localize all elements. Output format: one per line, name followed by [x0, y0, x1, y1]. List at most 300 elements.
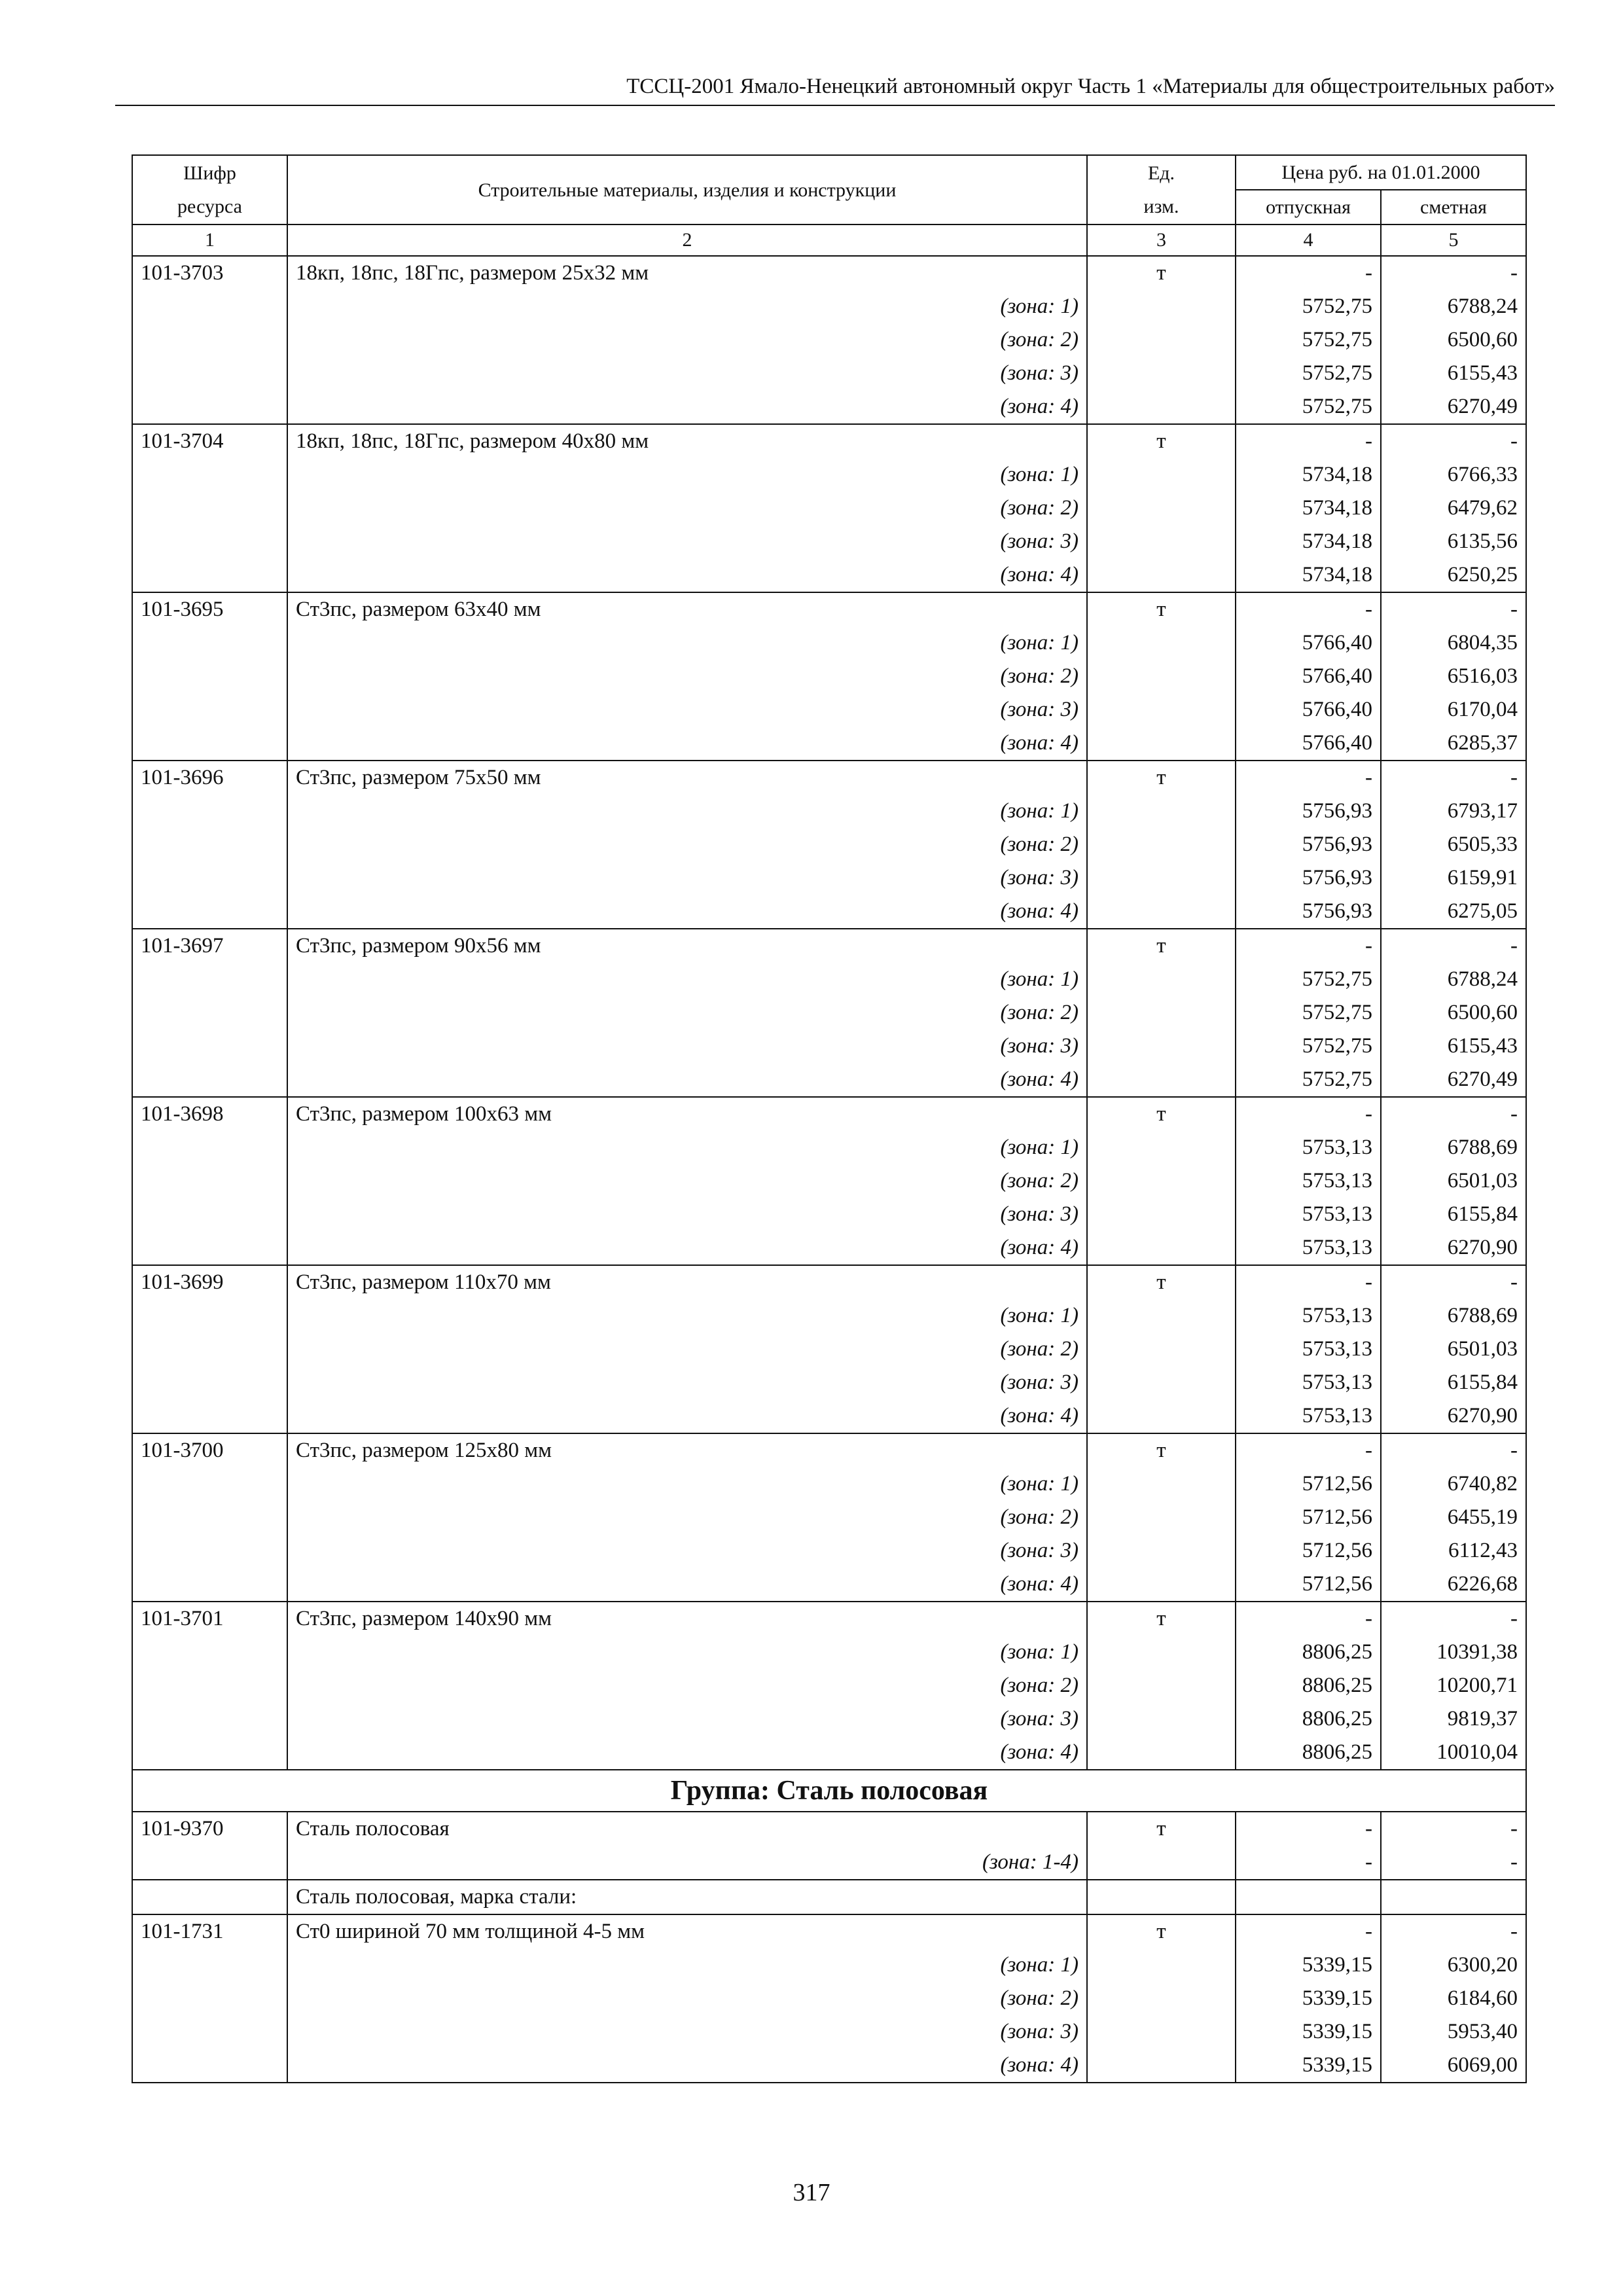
- unit-empty: [1087, 1736, 1236, 1770]
- zone-label: (зона: 4): [287, 390, 1087, 424]
- release-price: 5734,18: [1236, 492, 1381, 525]
- zone-row: [132, 726, 1526, 761]
- item-row: [132, 424, 1526, 458]
- unit-empty: [1087, 963, 1236, 996]
- zone-row: [132, 1299, 1526, 1333]
- unit-cell: т: [1087, 1812, 1236, 1846]
- zone-label: (зона: 3): [287, 693, 1087, 726]
- item-row: [132, 1433, 1526, 1467]
- material-name: Ст3пс, размером 140х90 мм: [287, 1602, 1087, 1636]
- estimate-price: -: [1381, 1846, 1526, 1880]
- col-header-unit: Ед. изм.: [1087, 155, 1236, 224]
- release-price: 5753,13: [1236, 1164, 1381, 1198]
- item-row: [132, 1097, 1526, 1131]
- zone-row: [132, 1736, 1526, 1770]
- estimate-price: 6516,03: [1381, 660, 1526, 693]
- material-name: Ст3пс, размером 75х50 мм: [287, 761, 1087, 795]
- release-price: 5712,56: [1236, 1568, 1381, 1602]
- estimate-price: -: [1381, 1433, 1526, 1467]
- estimate-price: -: [1381, 1097, 1526, 1131]
- unit-empty: [1087, 1231, 1236, 1265]
- zone-label: (зона: 4): [287, 1063, 1087, 1097]
- zone-label: (зона: 4): [287, 895, 1087, 929]
- running-header: ТССЦ-2001 Ямало-Ненецкий автономный округ Часть 1 «Материалы для общестроительных работ»: [626, 75, 1555, 98]
- code-empty: [132, 1299, 287, 1333]
- estimate-price: 6155,43: [1381, 357, 1526, 390]
- release-price: 5766,40: [1236, 626, 1381, 660]
- zone-label: (зона: 3): [287, 1198, 1087, 1231]
- estimate-price: -: [1381, 1812, 1526, 1846]
- zone-row: [132, 1399, 1526, 1433]
- item-row: [132, 592, 1526, 626]
- release-price: 5753,13: [1236, 1333, 1381, 1366]
- unit-empty: [1087, 1467, 1236, 1501]
- code-empty: [132, 626, 287, 660]
- col-header-name: Строительные материалы, изделия и конструкции: [287, 155, 1087, 224]
- release-price: -: [1236, 1097, 1381, 1131]
- zone-label: (зона: 2): [287, 660, 1087, 693]
- release-price: 5753,13: [1236, 1399, 1381, 1433]
- unit-cell: т: [1087, 592, 1236, 626]
- material-name: Ст3пс, размером 63х40 мм: [287, 592, 1087, 626]
- release-price: 5712,56: [1236, 1501, 1381, 1534]
- unit-empty: [1087, 1131, 1236, 1164]
- unit-empty: [1087, 693, 1236, 726]
- release-price: 5712,56: [1236, 1534, 1381, 1568]
- zone-row: [132, 1164, 1526, 1198]
- subheading-row: [132, 1880, 1526, 1914]
- code-empty: [132, 895, 287, 929]
- unit-empty: [1087, 1164, 1236, 1198]
- release-price: -: [1236, 592, 1381, 626]
- release-price: 8806,25: [1236, 1736, 1381, 1770]
- zone-label: (зона: 2): [287, 1669, 1087, 1702]
- unit-empty: [1087, 458, 1236, 492]
- unit-empty: [1087, 1702, 1236, 1736]
- zone-row: [132, 1702, 1526, 1736]
- unit-cell: т: [1087, 1097, 1236, 1131]
- zone-label: (зона: 1): [287, 1467, 1087, 1501]
- group-title: Группа: Сталь полосовая: [132, 1770, 1526, 1812]
- estimate-price: -: [1381, 761, 1526, 795]
- zone-row: [132, 963, 1526, 996]
- estimate-price: -: [1381, 929, 1526, 963]
- release-price: 5756,93: [1236, 795, 1381, 828]
- estimate-price: 6300,20: [1381, 1948, 1526, 1982]
- zone-row: [132, 1467, 1526, 1501]
- release-price: 5734,18: [1236, 558, 1381, 592]
- resource-code: 101-3699: [132, 1265, 287, 1299]
- zone-row: [132, 1636, 1526, 1669]
- zone-row: [132, 996, 1526, 1030]
- column-number: 4: [1236, 224, 1381, 256]
- unit-empty: [1087, 1030, 1236, 1063]
- unit-empty: [1087, 2015, 1236, 2049]
- material-name: Ст3пс, размером 100х63 мм: [287, 1097, 1087, 1131]
- release-empty: [1236, 1880, 1381, 1914]
- zone-label: (зона: 1): [287, 795, 1087, 828]
- unit-empty: [1087, 525, 1236, 558]
- zone-label: (зона: 4): [287, 1568, 1087, 1602]
- code-empty: [132, 1164, 287, 1198]
- code-empty: [132, 1736, 287, 1770]
- item-row: [132, 1914, 1526, 1948]
- unit-empty: [1087, 390, 1236, 424]
- zone-row: [132, 1366, 1526, 1399]
- zone-label: (зона: 4): [287, 726, 1087, 761]
- code-empty: [132, 1231, 287, 1265]
- material-name: Ст3пс, размером 125х80 мм: [287, 1433, 1087, 1467]
- code-empty: [132, 963, 287, 996]
- zone-label: (зона: 1): [287, 1299, 1087, 1333]
- release-price: 8806,25: [1236, 1669, 1381, 1702]
- zone-label: (зона: 1): [287, 626, 1087, 660]
- subheading-text: Сталь полосовая, марка стали:: [287, 1880, 1087, 1914]
- zone-row: [132, 1030, 1526, 1063]
- code-empty: [132, 726, 287, 761]
- unit-empty: [1087, 1333, 1236, 1366]
- estimate-price: 6788,69: [1381, 1131, 1526, 1164]
- unit-empty: [1087, 357, 1236, 390]
- code-empty: [132, 1198, 287, 1231]
- release-price: 5752,75: [1236, 1063, 1381, 1097]
- price-table: [132, 154, 1527, 2083]
- zone-row: [132, 390, 1526, 424]
- code-empty: [132, 1880, 287, 1914]
- code-empty: [132, 828, 287, 861]
- estimate-price: 6170,04: [1381, 693, 1526, 726]
- unit-empty: [1087, 1501, 1236, 1534]
- item-row: [132, 1602, 1526, 1636]
- code-empty: [132, 996, 287, 1030]
- estimate-price: -: [1381, 1265, 1526, 1299]
- estimate-price: 6270,90: [1381, 1399, 1526, 1433]
- release-price: 5752,75: [1236, 357, 1381, 390]
- material-name: Ст0 шириной 70 мм толщиной 4-5 мм: [287, 1914, 1087, 1948]
- col-header-estimate: сметная: [1381, 190, 1526, 224]
- zone-label: (зона: 1): [287, 1636, 1087, 1669]
- estimate-price: 6788,24: [1381, 290, 1526, 323]
- zone-label: (зона: 4): [287, 558, 1087, 592]
- release-price: -: [1236, 1812, 1381, 1846]
- estimate-price: 6740,82: [1381, 1467, 1526, 1501]
- unit-empty: [1087, 828, 1236, 861]
- zone-row: [132, 1568, 1526, 1602]
- estimate-price: 6501,03: [1381, 1164, 1526, 1198]
- unit-empty: [1087, 795, 1236, 828]
- estimate-price: 6155,43: [1381, 1030, 1526, 1063]
- zone-row: [132, 558, 1526, 592]
- unit-empty: [1087, 1880, 1236, 1914]
- estimate-price: 6226,68: [1381, 1568, 1526, 1602]
- zone-row: [132, 492, 1526, 525]
- estimate-price: 10391,38: [1381, 1636, 1526, 1669]
- unit-cell: т: [1087, 1914, 1236, 1948]
- zone-label: (зона: 3): [287, 1030, 1087, 1063]
- unit-cell: т: [1087, 256, 1236, 290]
- resource-code: 101-3701: [132, 1602, 287, 1636]
- estimate-price: 6788,24: [1381, 963, 1526, 996]
- release-price: 5756,93: [1236, 828, 1381, 861]
- code-empty: [132, 492, 287, 525]
- estimate-price: 9819,37: [1381, 1702, 1526, 1736]
- unit-empty: [1087, 1846, 1236, 1880]
- estimate-price: 6285,37: [1381, 726, 1526, 761]
- code-empty: [132, 1982, 287, 2015]
- unit-empty: [1087, 726, 1236, 761]
- code-empty: [132, 1131, 287, 1164]
- code-empty: [132, 525, 287, 558]
- col-header-code: Шифр ресурса: [132, 155, 287, 224]
- unit-empty: [1087, 996, 1236, 1030]
- code-empty: [132, 1467, 287, 1501]
- release-price: 5766,40: [1236, 660, 1381, 693]
- estimate-price: 6155,84: [1381, 1198, 1526, 1231]
- unit-empty: [1087, 1063, 1236, 1097]
- estimate-price: 6135,56: [1381, 525, 1526, 558]
- zone-label: (зона: 3): [287, 861, 1087, 895]
- estimate-price: 10200,71: [1381, 1669, 1526, 1702]
- zone-label: (зона: 1): [287, 290, 1087, 323]
- resource-code: 101-3695: [132, 592, 287, 626]
- release-price: 8806,25: [1236, 1636, 1381, 1669]
- code-empty: [132, 693, 287, 726]
- item-row: [132, 256, 1526, 290]
- zone-label: (зона: 4): [287, 1736, 1087, 1770]
- zone-label: (зона: 2): [287, 996, 1087, 1030]
- release-price: 8806,25: [1236, 1702, 1381, 1736]
- zone-label: (зона: 2): [287, 1982, 1087, 2015]
- zone-row: [132, 2049, 1526, 2083]
- zone-label: (зона: 1): [287, 458, 1087, 492]
- zone-label: (зона: 4): [287, 1399, 1087, 1433]
- unit-empty: [1087, 1299, 1236, 1333]
- release-price: 5339,15: [1236, 2049, 1381, 2083]
- resource-code: 101-3700: [132, 1433, 287, 1467]
- header-rule: [115, 105, 1555, 106]
- unit-cell: т: [1087, 1265, 1236, 1299]
- release-price: 5339,15: [1236, 1948, 1381, 1982]
- unit-empty: [1087, 626, 1236, 660]
- unit-empty: [1087, 1366, 1236, 1399]
- estimate-price: 6793,17: [1381, 795, 1526, 828]
- material-name: Ст3пс, размером 90х56 мм: [287, 929, 1087, 963]
- release-price: 5753,13: [1236, 1131, 1381, 1164]
- code-empty: [132, 1636, 287, 1669]
- zone-row: [132, 458, 1526, 492]
- unit-empty: [1087, 558, 1236, 592]
- estimate-price: 6505,33: [1381, 828, 1526, 861]
- zone-row: [132, 323, 1526, 357]
- zone-row: [132, 1948, 1526, 1982]
- zone-row: [132, 525, 1526, 558]
- release-price: 5753,13: [1236, 1299, 1381, 1333]
- estimate-price: 10010,04: [1381, 1736, 1526, 1770]
- zone-label: (зона: 3): [287, 525, 1087, 558]
- unit-empty: [1087, 1669, 1236, 1702]
- column-number-row: [132, 224, 1526, 256]
- release-price: 5766,40: [1236, 726, 1381, 761]
- zone-row: [132, 660, 1526, 693]
- estimate-price: 6500,60: [1381, 323, 1526, 357]
- code-empty: [132, 1399, 287, 1433]
- zone-label: (зона: 3): [287, 2015, 1087, 2049]
- resource-code: 101-9370: [132, 1812, 287, 1846]
- resource-code: 101-1731: [132, 1914, 287, 1948]
- unit-empty: [1087, 1534, 1236, 1568]
- item-row: [132, 929, 1526, 963]
- code-empty: [132, 390, 287, 424]
- code-empty: [132, 795, 287, 828]
- zone-label: (зона: 2): [287, 323, 1087, 357]
- release-price: -: [1236, 1433, 1381, 1467]
- item-row: [132, 761, 1526, 795]
- code-empty: [132, 1333, 287, 1366]
- release-price: 5756,93: [1236, 895, 1381, 929]
- unit-empty: [1087, 1568, 1236, 1602]
- resource-code: 101-3698: [132, 1097, 287, 1131]
- release-price: 5766,40: [1236, 693, 1381, 726]
- unit-empty: [1087, 660, 1236, 693]
- zone-row: [132, 1846, 1526, 1880]
- zone-row: [132, 1669, 1526, 1702]
- code-empty: [132, 1063, 287, 1097]
- table-header: [132, 155, 1526, 224]
- zone-label: (зона: 2): [287, 492, 1087, 525]
- zone-row: [132, 626, 1526, 660]
- code-empty: [132, 1568, 287, 1602]
- estimate-price: 6501,03: [1381, 1333, 1526, 1366]
- estimate-price: -: [1381, 424, 1526, 458]
- item-row: [132, 1812, 1526, 1846]
- release-price: -: [1236, 1914, 1381, 1948]
- code-empty: [132, 1702, 287, 1736]
- release-price: 5752,75: [1236, 1030, 1381, 1063]
- zone-row: [132, 795, 1526, 828]
- estimate-price: -: [1381, 1914, 1526, 1948]
- estimate-price: 6804,35: [1381, 626, 1526, 660]
- unit-empty: [1087, 1399, 1236, 1433]
- release-price: 5734,18: [1236, 458, 1381, 492]
- unit-empty: [1087, 1982, 1236, 2015]
- code-empty: [132, 1534, 287, 1568]
- release-price: -: [1236, 256, 1381, 290]
- zone-row: [132, 1982, 1526, 2015]
- estimate-price: 6766,33: [1381, 458, 1526, 492]
- unit-empty: [1087, 895, 1236, 929]
- zone-row: [132, 2015, 1526, 2049]
- unit-empty: [1087, 290, 1236, 323]
- code-empty: [132, 1030, 287, 1063]
- code-empty: [132, 558, 287, 592]
- zone-label: (зона: 1-4): [287, 1846, 1087, 1880]
- estimate-price: 6270,49: [1381, 390, 1526, 424]
- zone-row: [132, 1231, 1526, 1265]
- release-price: 5752,75: [1236, 390, 1381, 424]
- zone-row: [132, 290, 1526, 323]
- zone-row: [132, 1063, 1526, 1097]
- code-empty: [132, 458, 287, 492]
- release-price: -: [1236, 761, 1381, 795]
- column-number: 3: [1087, 224, 1236, 256]
- zone-row: [132, 1534, 1526, 1568]
- code-empty: [132, 1846, 287, 1880]
- estimate-price: 5953,40: [1381, 2015, 1526, 2049]
- unit-empty: [1087, 1198, 1236, 1231]
- release-price: -: [1236, 929, 1381, 963]
- unit-cell: т: [1087, 1433, 1236, 1467]
- code-empty: [132, 660, 287, 693]
- zone-label: (зона: 3): [287, 357, 1087, 390]
- estimate-price: 6500,60: [1381, 996, 1526, 1030]
- table-body: [132, 224, 1526, 2083]
- resource-code: 101-3697: [132, 929, 287, 963]
- release-price: 5752,75: [1236, 290, 1381, 323]
- unit-empty: [1087, 1948, 1236, 1982]
- release-price: 5712,56: [1236, 1467, 1381, 1501]
- item-row: [132, 1265, 1526, 1299]
- estimate-price: 6275,05: [1381, 895, 1526, 929]
- material-name: Сталь полосовая: [287, 1812, 1087, 1846]
- resource-code: 101-3696: [132, 761, 287, 795]
- estimate-price: 6479,62: [1381, 492, 1526, 525]
- zone-label: (зона: 2): [287, 828, 1087, 861]
- zone-label: (зона: 1): [287, 1948, 1087, 1982]
- estimate-price: 6112,43: [1381, 1534, 1526, 1568]
- release-price: 5339,15: [1236, 1982, 1381, 2015]
- column-number: 5: [1381, 224, 1526, 256]
- estimate-price: 6069,00: [1381, 2049, 1526, 2083]
- release-price: 5753,13: [1236, 1231, 1381, 1265]
- zone-label: (зона: 3): [287, 1366, 1087, 1399]
- unit-empty: [1087, 492, 1236, 525]
- zone-row: [132, 1131, 1526, 1164]
- col-header-price-group: Цена руб. на 01.01.2000: [1236, 155, 1526, 190]
- zone-label: (зона: 2): [287, 1501, 1087, 1534]
- zone-label: (зона: 1): [287, 963, 1087, 996]
- code-empty: [132, 1366, 287, 1399]
- zone-label: (зона: 2): [287, 1164, 1087, 1198]
- release-price: 5756,93: [1236, 861, 1381, 895]
- zone-row: [132, 693, 1526, 726]
- resource-code: 101-3704: [132, 424, 287, 458]
- material-name: 18кп, 18пс, 18Гпс, размером 25х32 мм: [287, 256, 1087, 290]
- code-empty: [132, 861, 287, 895]
- code-empty: [132, 1501, 287, 1534]
- zone-label: (зона: 2): [287, 1333, 1087, 1366]
- material-name: 18кп, 18пс, 18Гпс, размером 40х80 мм: [287, 424, 1087, 458]
- release-price: 5734,18: [1236, 525, 1381, 558]
- unit-cell: т: [1087, 1602, 1236, 1636]
- estimate-price: 6184,60: [1381, 1982, 1526, 2015]
- estimate-price: 6270,49: [1381, 1063, 1526, 1097]
- release-price: 5752,75: [1236, 996, 1381, 1030]
- estimate-price: 6155,84: [1381, 1366, 1526, 1399]
- release-price: -: [1236, 424, 1381, 458]
- zone-label: (зона: 4): [287, 2049, 1087, 2083]
- release-price: 5752,75: [1236, 323, 1381, 357]
- release-price: 5753,13: [1236, 1198, 1381, 1231]
- unit-empty: [1087, 2049, 1236, 2083]
- code-empty: [132, 2015, 287, 2049]
- release-price: -: [1236, 1846, 1381, 1880]
- resource-code: 101-3703: [132, 256, 287, 290]
- code-empty: [132, 1669, 287, 1702]
- zone-label: (зона: 3): [287, 1702, 1087, 1736]
- estimate-price: -: [1381, 1602, 1526, 1636]
- estimate-price: -: [1381, 592, 1526, 626]
- code-empty: [132, 323, 287, 357]
